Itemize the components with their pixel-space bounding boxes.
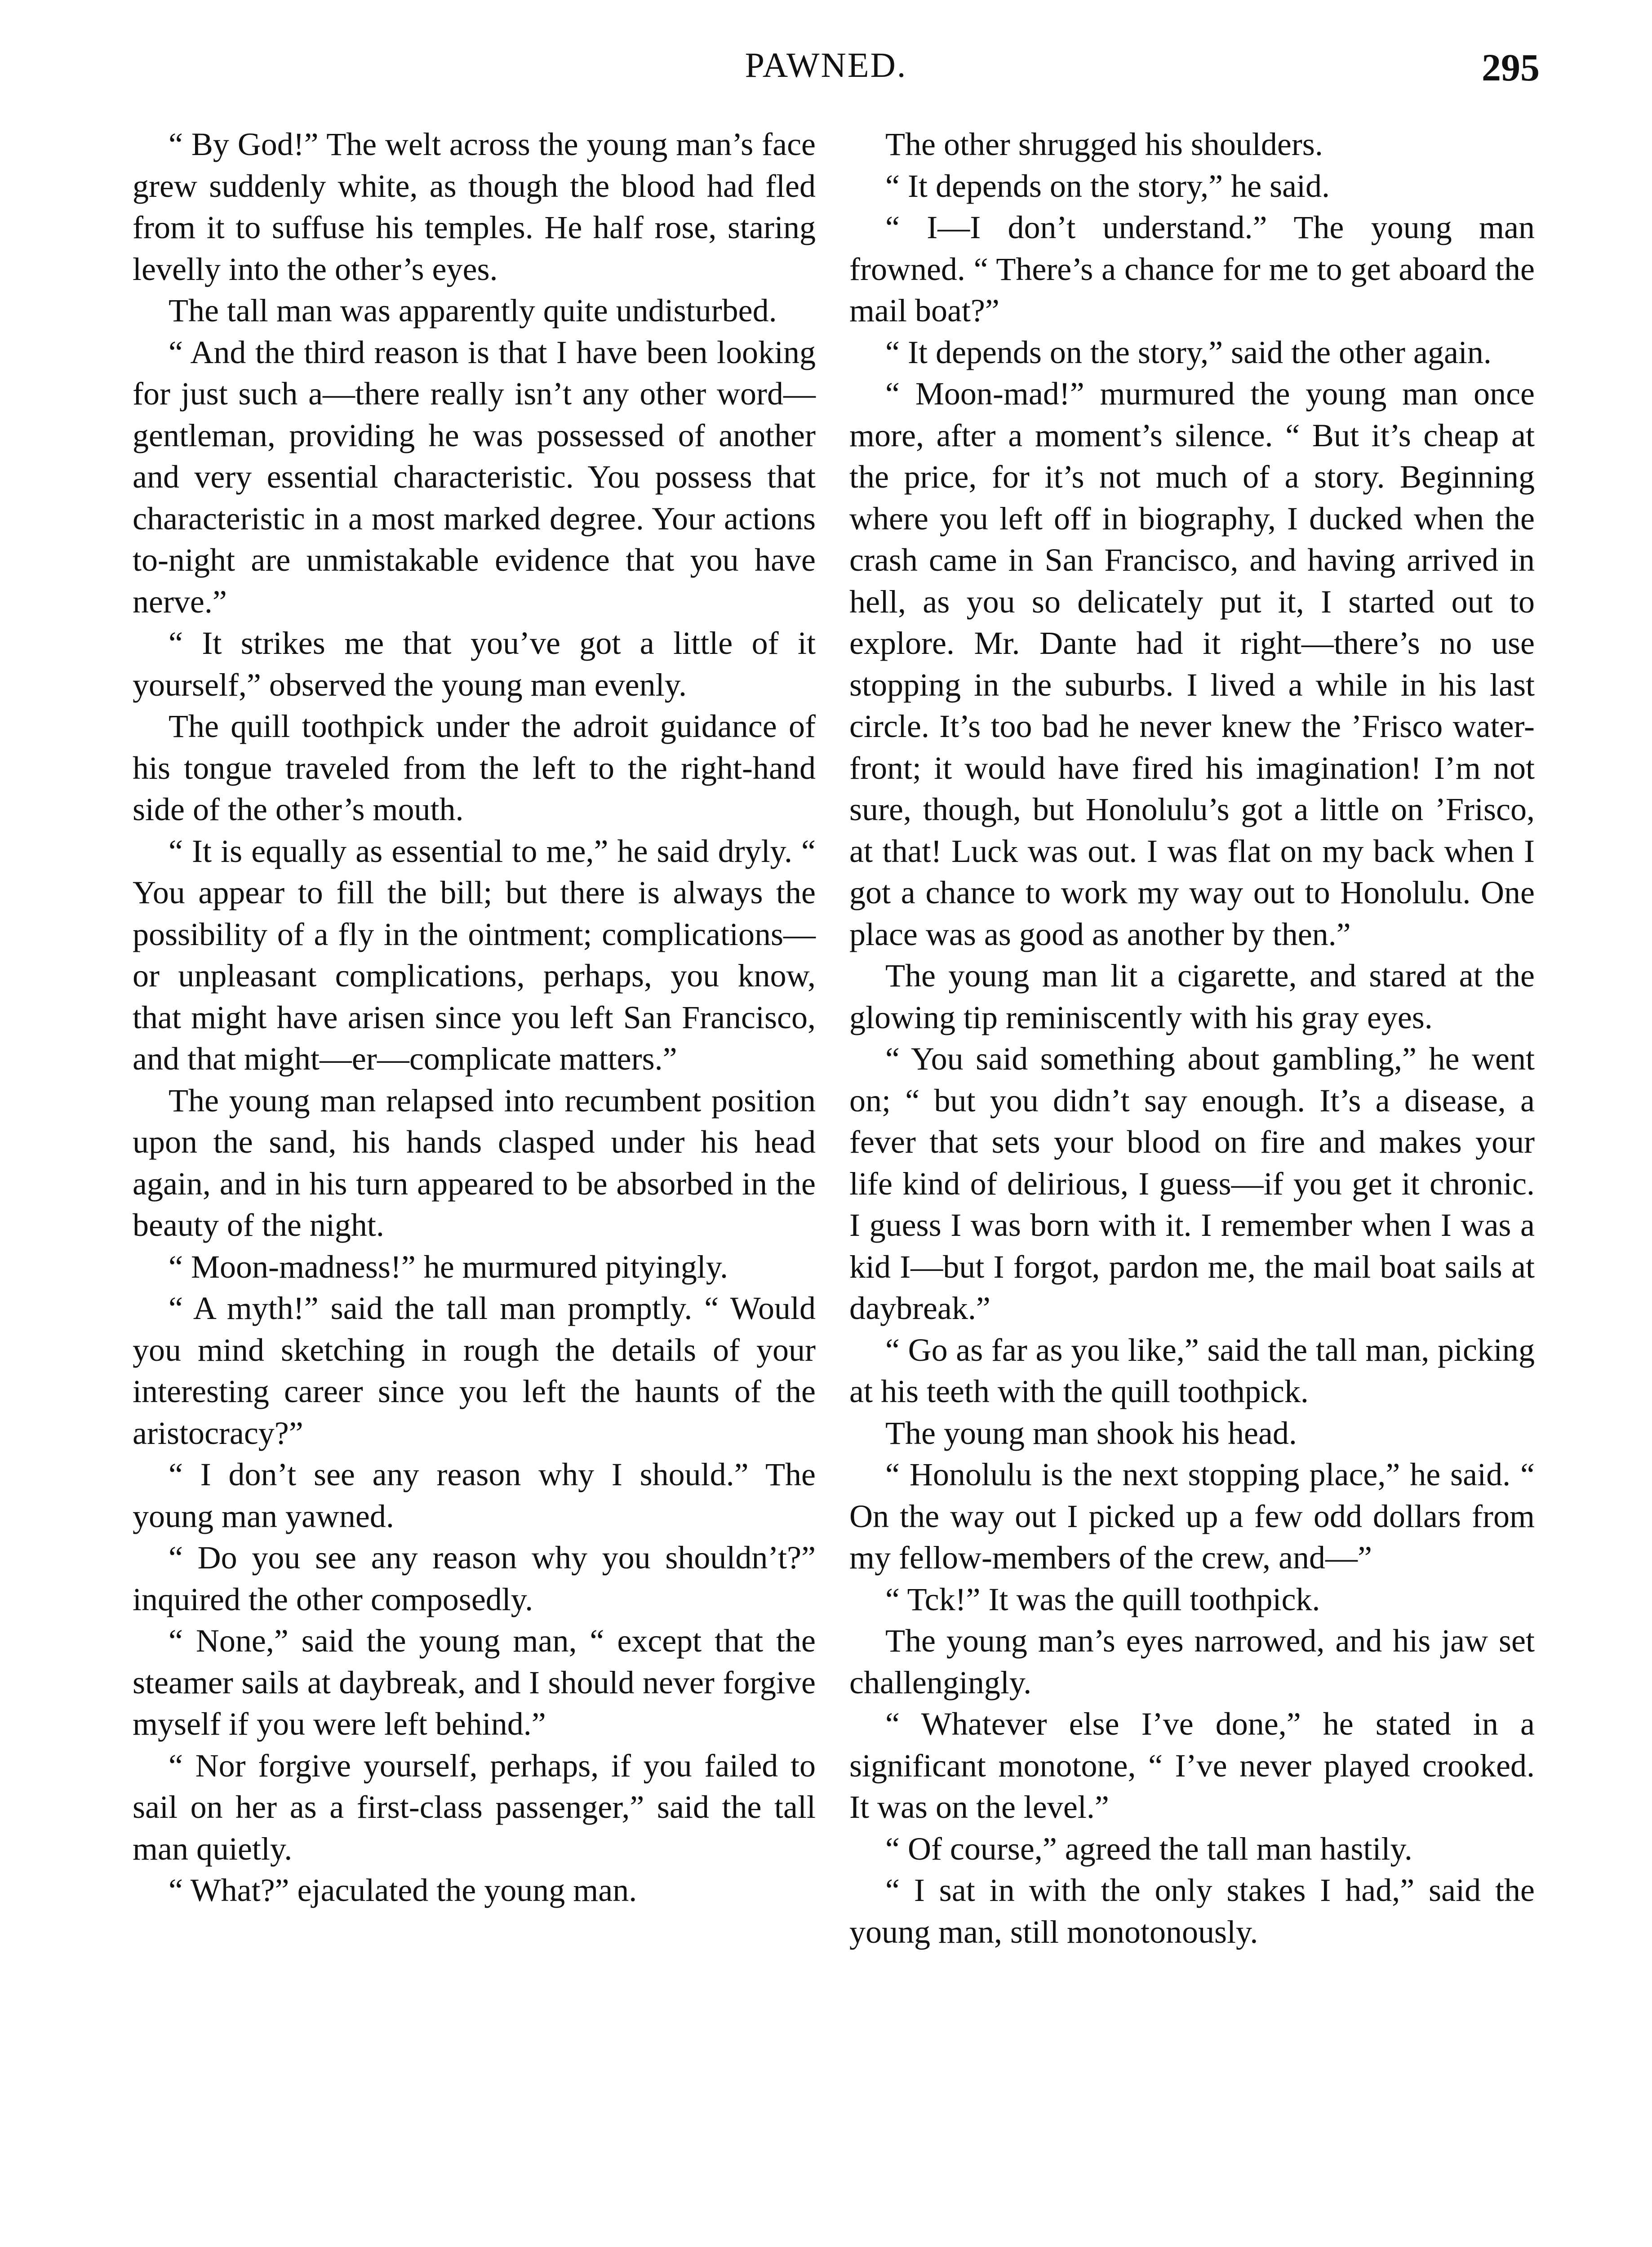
- paragraph: “ Moon-mad!” murmured the young man once more, after a moment’s silence. “ But it’s cheap at the price, for it’s not much of a story. Beginning where you left off in biography, I ducked when the crash came in San Francisco, and having arrived in hell, as you so delicately put it, I started out to explore. Mr. Dante had it right—there’s no use stopping in the suburbs. I lived a while in his last circle. It’s too bad he never knew the ’Frisco water-front; it would have fired his imagination! I’m not sure, though, but Honolulu’s got a little on ’Frisco, at that! Luck was out. I was flat on my back when I got a chance to work my way out to Honolulu. One place was as good as another by then.”: [849, 376, 1535, 952]
- paragraph: “ I sat in with the only stakes I had,” said the young man, still monotonously.: [849, 1872, 1535, 1950]
- left-column: [133, 124, 816, 1911]
- paragraph: The quill toothpick under the adroit guidance of his tongue traveled from the left to the right-hand side of the other’s mouth.: [133, 708, 816, 827]
- paragraph: The young man shook his head.: [885, 1415, 1297, 1451]
- paragraph: “ What?” ejaculated the young man.: [169, 1872, 637, 1908]
- paragraph: “ You said something about gambling,” he went on; “ but you didn’t say enough. It’s a disease, a fever that sets your blood on fire and makes your life kind of delirious, I guess—if you get it chronic. I guess I was born with it. I remember when I was a kid I—but I forgot, pardon me, the mail boat sails at daybreak.”: [849, 1041, 1535, 1326]
- paragraph: “ And the third reason is that I have been looking for just such a—there really isn’t any other word—gentleman, providing he was possessed of another and very essential characteristic. You possess that characteristic in a most marked degree. Your actions to-night are unmistakable evidence that you have nerve.”: [133, 334, 816, 620]
- paragraph: The other shrugged his shoulders.: [885, 126, 1323, 162]
- paragraph: The young man’s eyes narrowed, and his jaw set challengingly.: [849, 1623, 1535, 1701]
- paragraph: “ It depends on the story,” he said.: [885, 168, 1330, 204]
- paragraph: “ By God!” The welt across the young man’s face grew suddenly white, as though the blood had fled from it to suffuse his temples. He half rose, staring levelly into the other’s eyes.: [133, 126, 816, 287]
- paragraph: “ It is equally as essential to me,” he said dryly. “ You appear to fill the bill; but there is always the possibility of a fly in the ointment; complications—or unpleasant complications, perhaps, you know, that might have arisen since you left San Francisco, and that might—er—complicate matters.”: [133, 833, 816, 1077]
- paragraph: “ None,” said the young man, “ except that the steamer sails at daybreak, and I should never forgive myself if you were left behind.”: [133, 1623, 816, 1742]
- paragraph: “ Do you see any reason why you shouldn’t?” inquired the other composedly.: [133, 1540, 816, 1617]
- page-number: 295: [1482, 46, 1540, 89]
- paragraph: “ It strikes me that you’ve got a little of it yourself,” observed the young man evenly.: [133, 625, 816, 703]
- right-column: [849, 124, 1535, 1953]
- paragraph: “ Go as far as you like,” said the tall man, picking at his teeth with the quill toothpick.: [849, 1332, 1535, 1409]
- paragraph: The young man lit a cigarette, and stared at the glowing tip reminiscently with his gray eyes.: [849, 958, 1535, 1035]
- running-title: PAWNED.: [745, 45, 907, 84]
- paragraph: “ Whatever else I’ve done,” he stated in a significant monotone, “ I’ve never played crooked. It was on the level.”: [849, 1706, 1535, 1825]
- paragraph: “ I—I don’t understand.” The young man frowned. “ There’s a chance for me to get aboard the mail boat?”: [849, 209, 1535, 329]
- running-head: [0, 45, 1652, 99]
- paragraph: “ It depends on the story,” said the other again.: [885, 334, 1492, 370]
- paragraph: “ A myth!” said the tall man promptly. “ Would you mind sketching in rough the details of your interesting career since you left the haunts of the aristocracy?”: [133, 1290, 816, 1451]
- paragraph: “ Tck!” It was the quill toothpick.: [885, 1581, 1320, 1617]
- paragraph: The young man relapsed into recumbent position upon the sand, his hands clasped under his head again, and in his turn appeared to be absorbed in the beauty of the night.: [133, 1082, 816, 1243]
- paragraph: “ Nor forgive yourself, perhaps, if you failed to sail on her as a first-class passenger,” said the tall man quietly.: [133, 1747, 816, 1867]
- paragraph: “ I don’t see any reason why I should.” The young man yawned.: [133, 1457, 816, 1534]
- paragraph: The tall man was apparently quite undisturbed.: [169, 293, 777, 329]
- paragraph: “ Moon-madness!” he murmured pityingly.: [169, 1248, 728, 1285]
- paragraph: “ Of course,” agreed the tall man hastily.: [885, 1830, 1412, 1867]
- paragraph: “ Honolulu is the next stopping place,” he said. “ On the way out I picked up a few odd dollars from my fellow-members of the crew, and—”: [849, 1457, 1535, 1576]
